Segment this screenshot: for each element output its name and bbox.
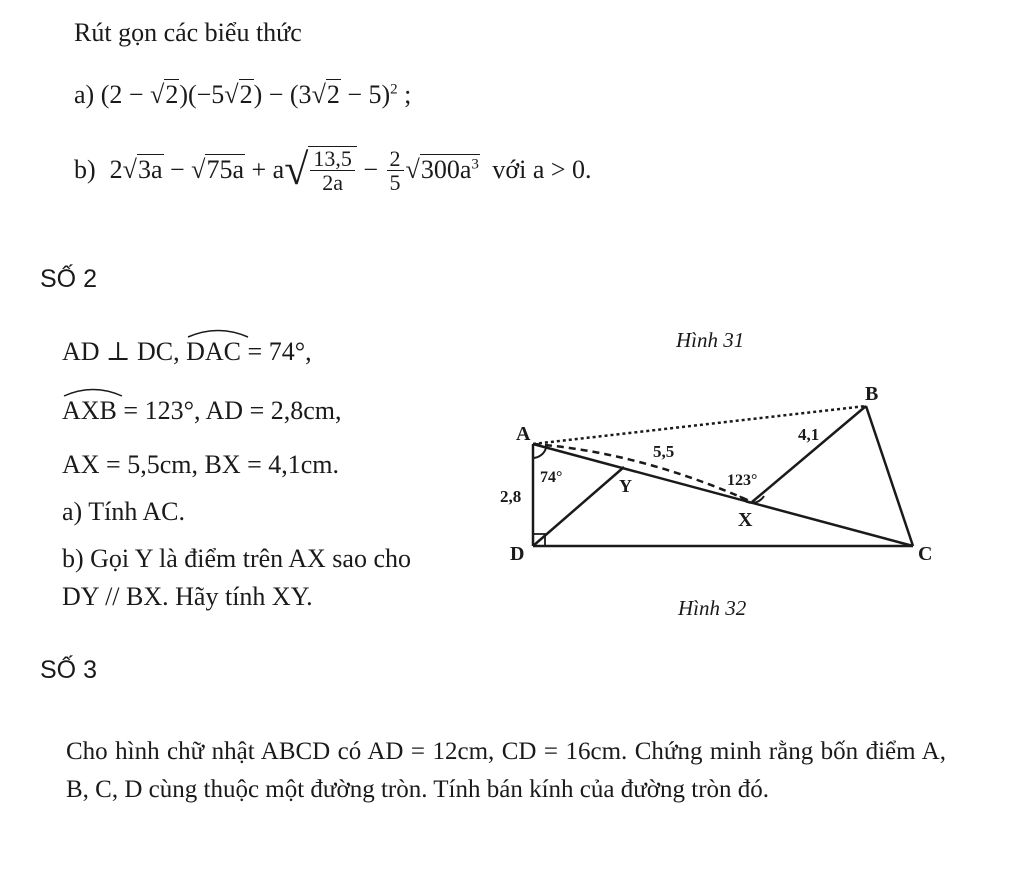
expr-text: 2 — [109, 155, 123, 185]
caption-hinh-32: Hình 32 — [678, 596, 747, 620]
exercise1-instruction: Rút gọn các biểu thức — [74, 18, 302, 47]
expr-text: ) − (3 — [253, 80, 312, 109]
exercise2-line5: b) Gọi Y là điểm trên AX sao cho — [62, 544, 411, 573]
expr-text: − — [163, 155, 192, 185]
sqrt-3a: √3a — [122, 155, 163, 185]
segment-bc — [866, 406, 913, 546]
angle-dac: DAC — [186, 337, 241, 367]
expr-text: ; — [397, 80, 412, 109]
exponent: 2 — [390, 81, 398, 98]
caption-hinh-31: Hình 31 — [676, 328, 745, 352]
heading-so-2: SỐ 2 — [40, 265, 97, 293]
expr-text: + a — [245, 155, 285, 185]
exercise3-text: Cho hình chữ nhật ABCD có AD = 12cm, CD = 16cm. Chứng minh rằng bốn điểm A, B, C, D cùng thuộc một đường tròn. Tính bán kính của đường tròn đó. — [66, 738, 946, 803]
segment-xb — [752, 406, 866, 502]
expr-text: − — [356, 155, 385, 185]
sqrt-2: √2 — [224, 80, 253, 109]
condition-text: với a > 0. — [485, 155, 592, 185]
expr-text: (2 − — [100, 80, 151, 109]
sqrt-2: √2 — [150, 80, 179, 109]
exercise2-line1: AD ⊥ DC, DAC = 74°, — [62, 337, 312, 367]
angle-axb: AXB — [62, 396, 117, 426]
fraction-2-5: $\frac{2}{5}$ — [387, 147, 404, 194]
label-a: A — [516, 423, 531, 445]
label-angle-a: 74° — [540, 469, 563, 486]
sqrt-75a: √75a — [191, 155, 244, 185]
label-x: X — [738, 509, 753, 531]
label-b: B — [865, 383, 879, 405]
label-c: C — [918, 543, 933, 565]
fraction-numerator: 13,5 — [310, 147, 355, 171]
heading-so-3: SỐ 3 — [40, 656, 97, 684]
exercise2-line3: AX = 5,5cm, BX = 4,1cm. — [62, 450, 340, 479]
exercise2-line4: a) Tính AC. — [62, 497, 186, 526]
part-a-label: a) — [74, 80, 95, 109]
sqrt-sign-large: √ — [284, 145, 309, 195]
label-y: Y — [619, 476, 632, 496]
label-angle-x: 123° — [727, 472, 758, 489]
expr-text: )(−5 — [179, 80, 225, 109]
label-ax-length: 5,5 — [653, 442, 675, 461]
expr-text: − 5) — [340, 80, 391, 109]
sqrt-2: √2 — [311, 80, 340, 109]
sqrt-300a3: $√300a^3$ — [405, 155, 479, 185]
label-bx-length: 4,1 — [798, 425, 820, 444]
label-d: D — [510, 543, 525, 565]
part-b-label: b) — [74, 155, 96, 185]
exercise2-line2: AXB = 123°, AD = 2,8cm, — [62, 396, 342, 426]
exercise2-line6: DY // BX. Hãy tính XY. — [62, 582, 313, 611]
label-ad-length: 2,8 — [500, 487, 522, 506]
angle-a-arc — [533, 448, 546, 458]
fraction-denominator: 2a — [322, 170, 343, 196]
